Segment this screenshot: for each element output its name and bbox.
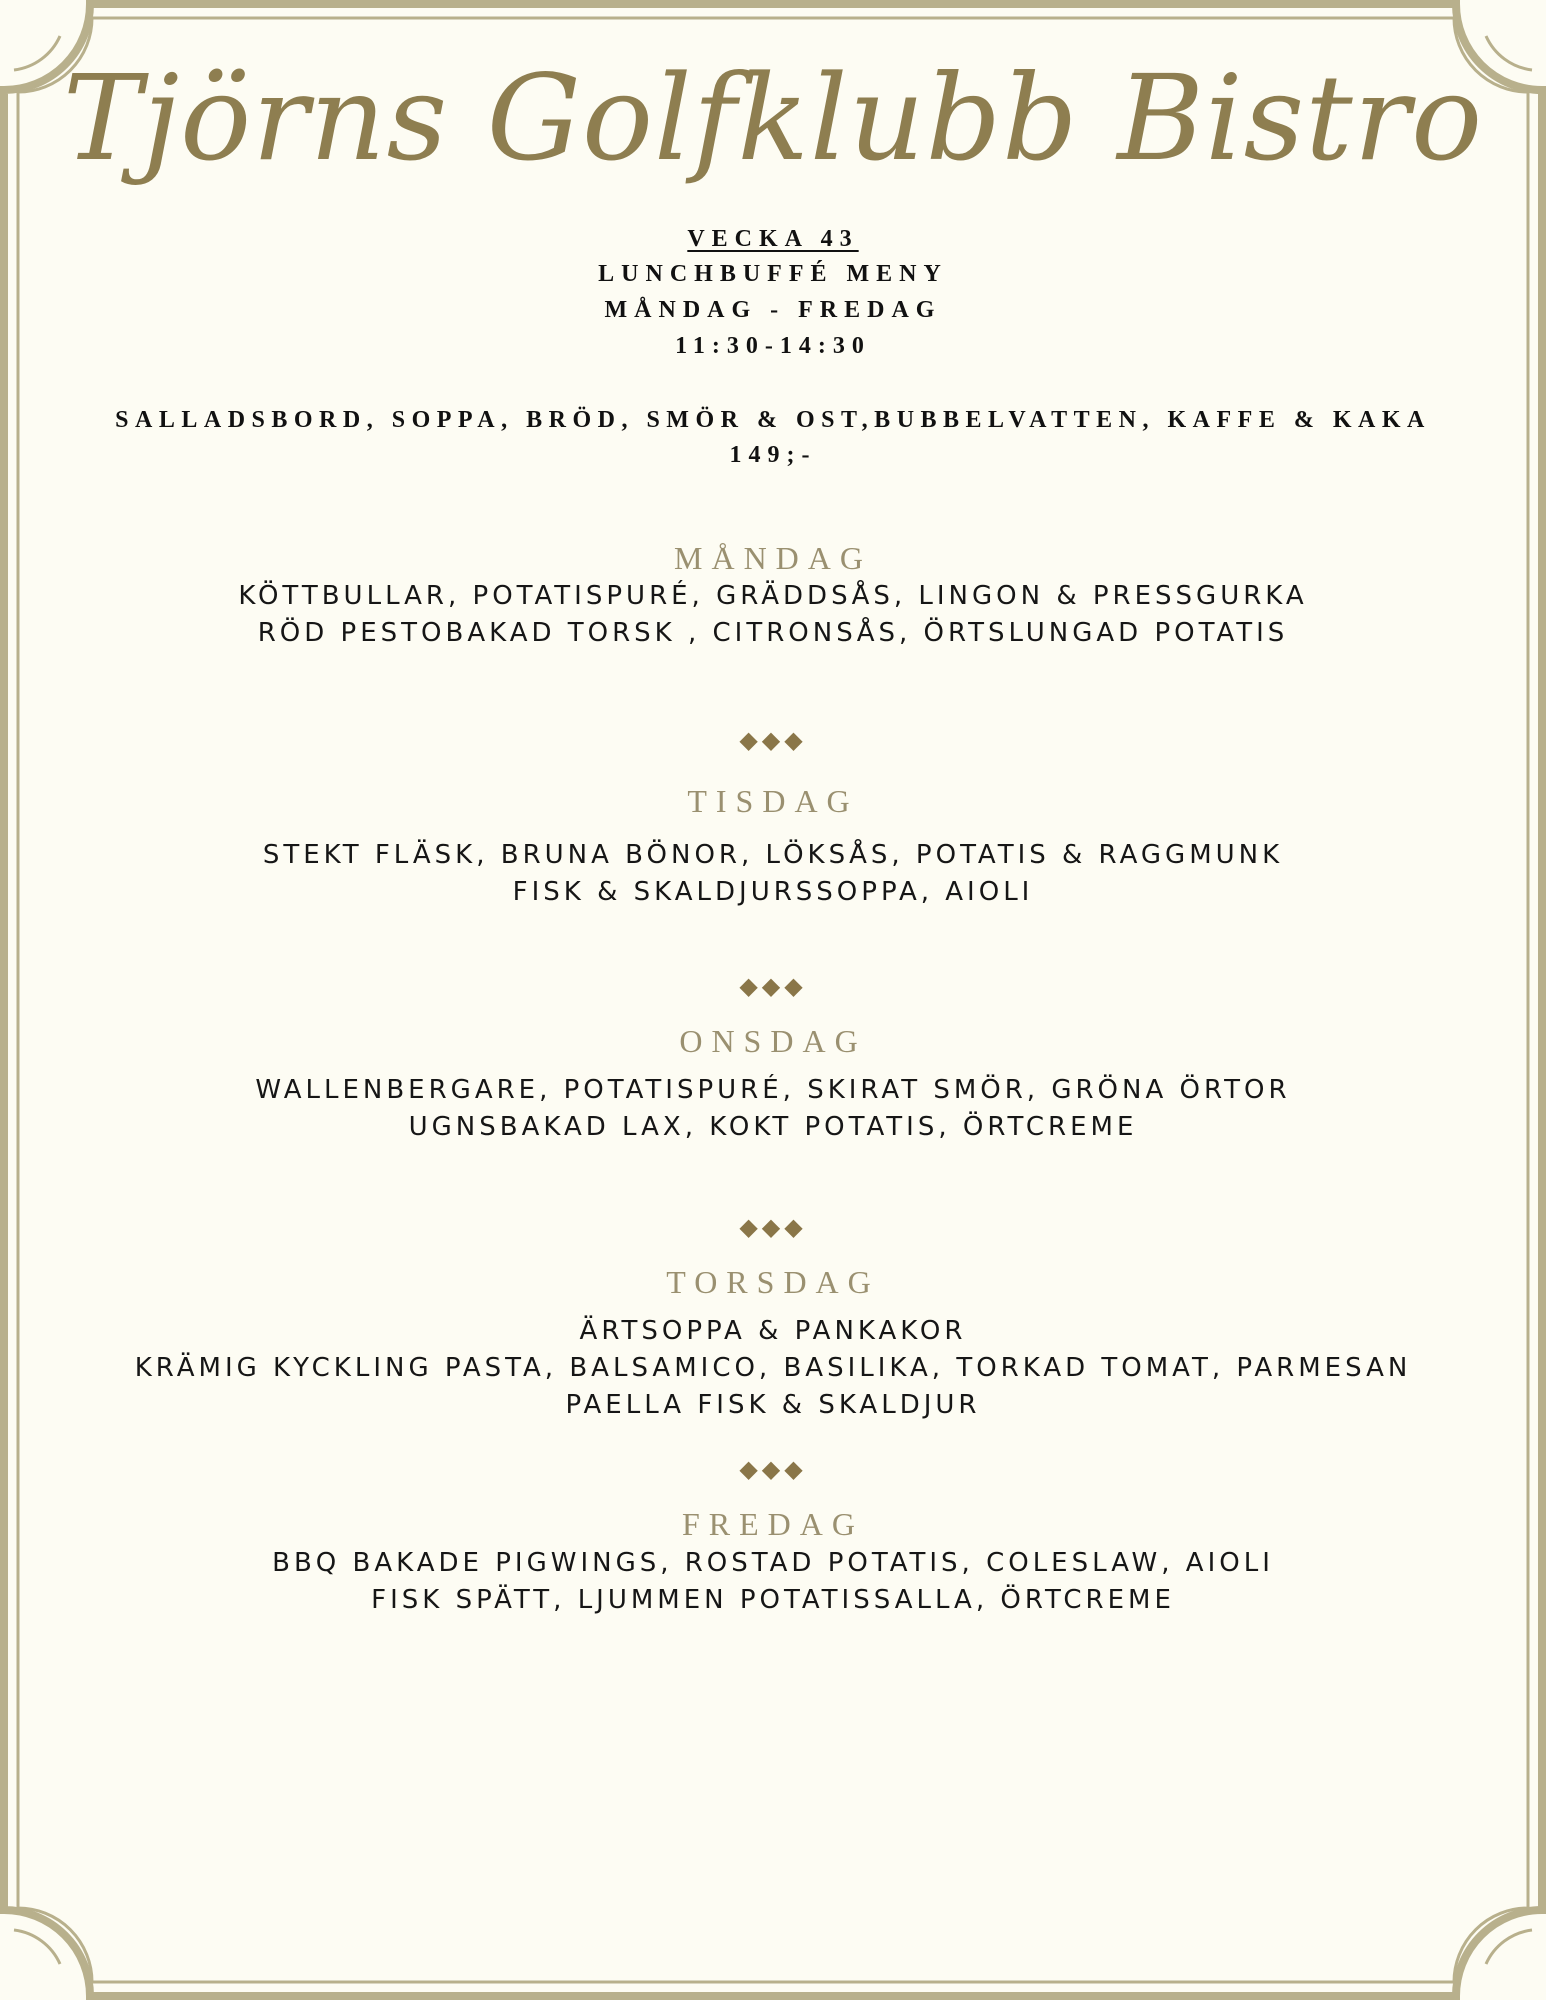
diamond-separator: ◆◆◆ <box>739 1214 807 1241</box>
restaurant-title: Tjörns Golfklubb Bistro <box>62 49 1484 187</box>
dish-monday-2: RÖD PESTOBAKAD TORSK , CITRONSÅS, ÖRTSLUNGAD POTATIS <box>257 618 1289 648</box>
week-label: VECKA 43 <box>687 226 859 252</box>
dish-thursday-3: PAELLA FISK & SKALDJUR <box>565 1390 981 1420</box>
dish-monday-1: KÖTTBULLAR, POTATISPURÉ, GRÄDDSÅS, LINGON & PRESSGURKA <box>238 581 1308 611</box>
dish-wednesday-2: UGNSBAKAD LAX, KOKT POTATIS, ÖRTCREME <box>408 1112 1138 1142</box>
dish-thursday-1: ÄRTSOPPA & PANKAKOR <box>579 1316 967 1346</box>
diamond-separator: ◆◆◆ <box>739 973 807 1000</box>
day-heading-friday: FREDAG <box>681 1506 864 1542</box>
dish-friday-2: FISK SPÄTT, LJUMMEN POTATISSALLA, ÖRTCREME <box>371 1585 1175 1615</box>
dish-friday-1: BBQ BAKADE PIGWINGS, ROSTAD POTATIS, COLESLAW, AIOLI <box>272 1548 1274 1578</box>
dish-thursday-2: KRÄMIG KYCKLING PASTA, BALSAMICO, BASILIKA, TORKAD TOMAT, PARMESAN <box>134 1353 1412 1383</box>
dish-tuesday-2: FISK & SKALDJURSSOPPA, AIOLI <box>512 877 1034 907</box>
buffet-price: 149;- <box>729 442 817 468</box>
day-heading-thursday: TORSDAG <box>666 1264 880 1300</box>
day-heading-wednesday: ONSDAG <box>679 1023 867 1059</box>
diamond-separator: ◆◆◆ <box>739 1456 807 1483</box>
opening-hours: 11:30-14:30 <box>675 333 871 359</box>
day-heading-tuesday: TISDAG <box>687 783 859 819</box>
day-heading-monday: MÅNDAG <box>674 540 872 576</box>
dish-tuesday-1: STEKT FLÄSK, BRUNA BÖNOR, LÖKSÅS, POTATIS & RAGGMUNK <box>262 840 1284 870</box>
buffet-includes: SALLADSBORD, SOPPA, BRÖD, SMÖR & OST,BUBBELVATTEN, KAFFE & KAKA <box>115 407 1431 433</box>
menu-label: LUNCHBUFFÉ MENY <box>598 261 948 287</box>
dish-wednesday-1: WALLENBERGARE, POTATISPURÉ, SKIRAT SMÖR, GRÖNA ÖRTOR <box>255 1075 1291 1105</box>
days-range: MÅNDAG - FREDAG <box>604 297 942 323</box>
diamond-separator: ◆◆◆ <box>739 727 807 754</box>
